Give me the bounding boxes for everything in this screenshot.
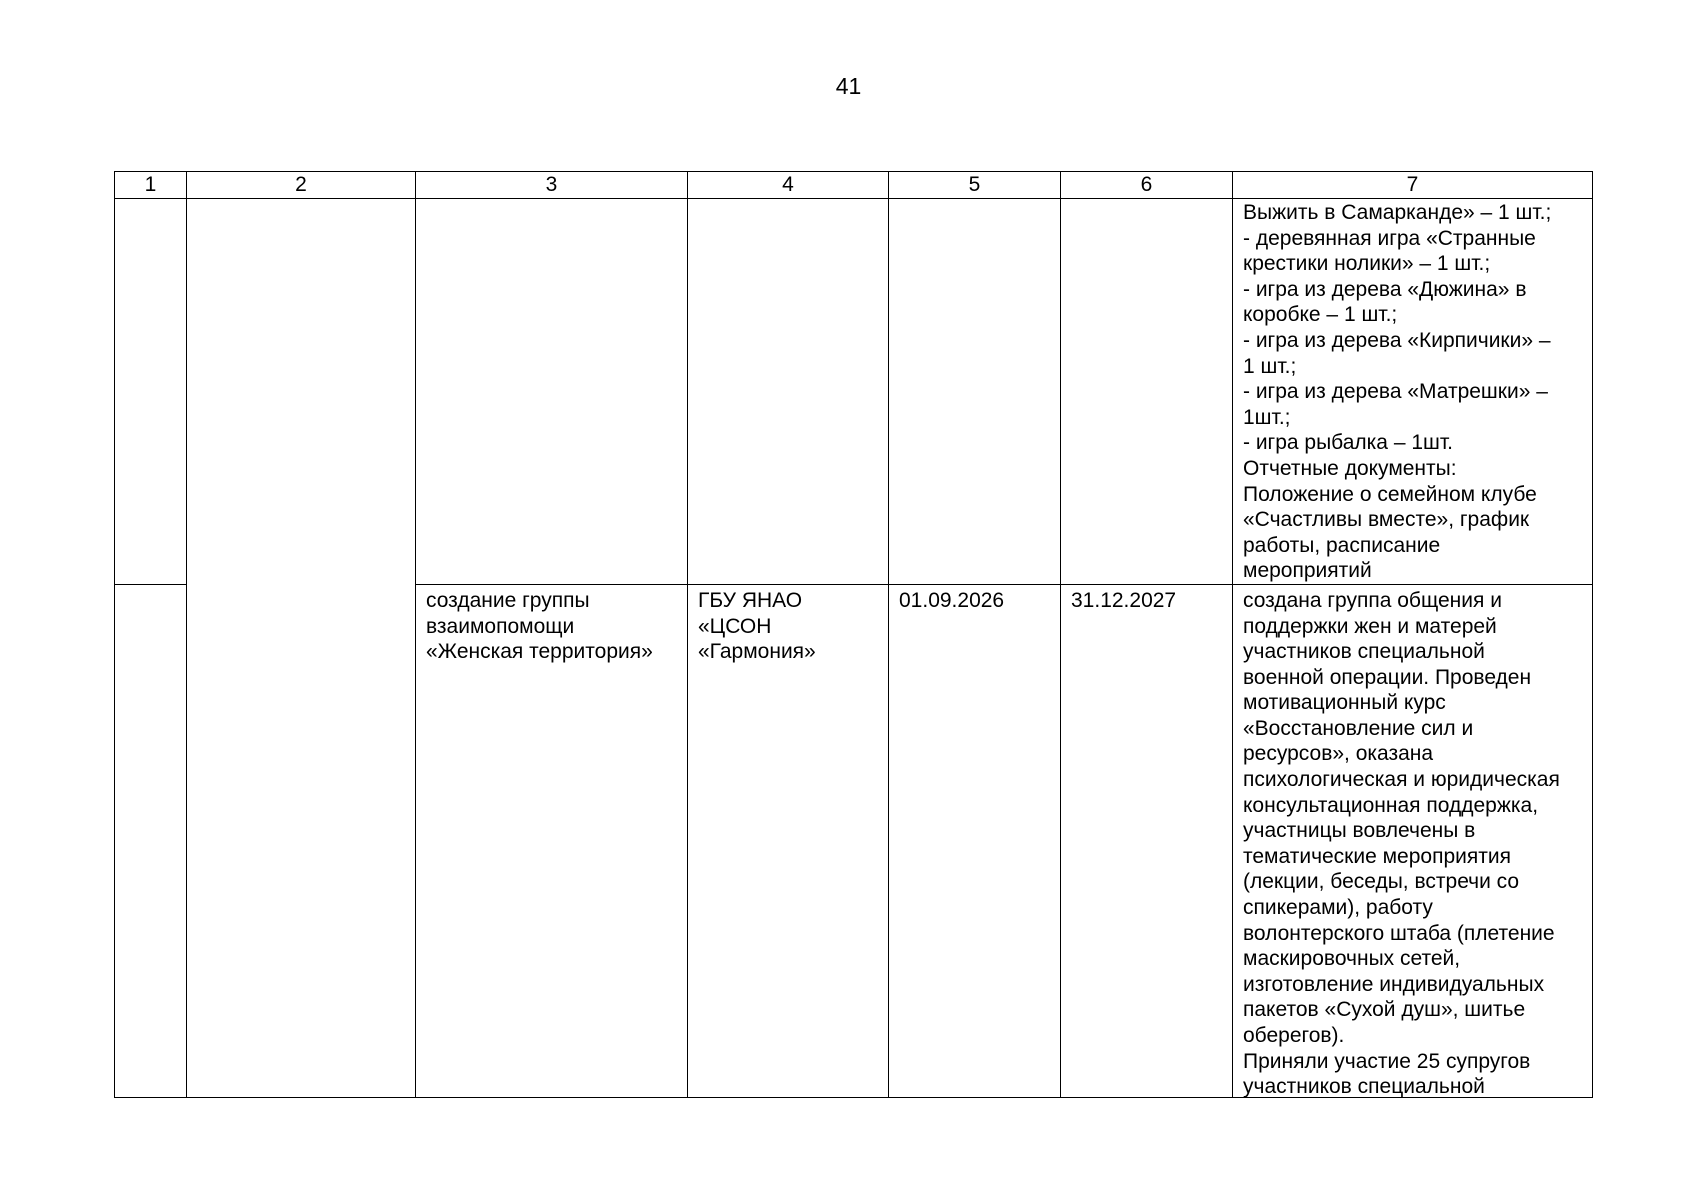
text-line: волонтерского штаба (плетение — [1243, 921, 1555, 945]
text-line: - игра рыбалка – 1шт. — [1243, 431, 1453, 455]
text-line: - игра из дерева «Дюжина» в — [1243, 277, 1527, 301]
text-line: крестики нолики» – 1 шт.; — [1243, 252, 1491, 276]
row1-col7-text — [1243, 199, 1582, 584]
row1-col6-cell — [1061, 199, 1233, 585]
text-line: 1шт.; — [1243, 405, 1291, 429]
text-line: Выжить в Самарканде» – 1 шт.; — [1243, 201, 1552, 224]
row1-col3-cell — [416, 199, 688, 585]
row2-col4-cell — [688, 584, 889, 1097]
text-line: консультационная поддержка, — [1243, 793, 1539, 817]
text-line: мероприятий — [1243, 559, 1372, 583]
text-line: работы, расписание — [1243, 533, 1441, 557]
text-line: маскировочных сетей, — [1243, 947, 1461, 971]
text-line: создание группы — [426, 588, 590, 612]
row1-col1-cell — [115, 199, 187, 585]
header-col-1: 1 — [115, 172, 187, 199]
row1-col5-cell — [889, 199, 1061, 585]
text-line: взаимопомощи — [426, 614, 575, 638]
row1-col7-cell — [1233, 199, 1593, 585]
text-line: «Восстановление сил и — [1243, 716, 1474, 740]
text-line: пакетов «Сухой душ», шитье — [1243, 998, 1526, 1022]
plan-table — [114, 171, 1593, 1098]
row1-col4-cell — [688, 199, 889, 585]
text-line: ГБУ ЯНАО — [698, 588, 803, 612]
responsible-organization — [698, 585, 878, 665]
text-line: психологическая и юридическая — [1243, 768, 1560, 792]
text-line: поддержки жен и матерей — [1243, 614, 1497, 638]
text-line: Приняли участие 25 супругов — [1243, 1049, 1531, 1073]
text-line: (лекции, беседы, встречи со — [1243, 870, 1520, 894]
header-col-3: 3 — [416, 172, 688, 199]
header-col-2: 2 — [187, 172, 416, 199]
text-line: - игра из дерева «Кирпичики» – — [1243, 328, 1551, 352]
start-date: 01.09.2026 — [899, 588, 1005, 612]
header-col-5: 5 — [889, 172, 1061, 199]
text-line: военной операции. Проведен — [1243, 665, 1532, 689]
page-number: 41 — [835, 73, 862, 99]
text-line: 1 шт.; — [1243, 354, 1297, 378]
table-row — [115, 199, 1593, 585]
text-line: участницы вовлечены в — [1243, 819, 1476, 843]
result-description — [1243, 585, 1582, 1097]
row2-col7-cell — [1233, 584, 1593, 1097]
header-col-6: 6 — [1061, 172, 1233, 199]
text-line: - игра из дерева «Матрешки» – — [1243, 380, 1548, 404]
activity-name — [426, 585, 677, 665]
text-line: «Счастливы вместе», график — [1243, 508, 1530, 532]
text-line: Положение о семейном клубе — [1243, 482, 1537, 506]
table-header-row — [115, 172, 1593, 199]
text-line: мотивационный курс — [1243, 691, 1446, 715]
header-col-4: 4 — [688, 172, 889, 199]
text-line: «Женская территория» — [426, 640, 653, 664]
text-line: тематические мероприятия — [1243, 844, 1511, 868]
row2-col1-cell — [115, 584, 187, 1097]
text-line: участников специальной — [1243, 640, 1485, 664]
text-line: создана группа общения и — [1243, 588, 1502, 612]
text-line: - деревянная игра «Странные — [1243, 226, 1536, 250]
text-line: Отчетные документы: — [1243, 456, 1457, 480]
row2-col6-cell — [1061, 584, 1233, 1097]
row2-col3-cell — [416, 584, 688, 1097]
text-line: участников специальной — [1243, 1075, 1485, 1097]
text-line: оберегов). — [1243, 1024, 1345, 1047]
text-line: «ЦСОН — [698, 614, 772, 638]
text-line: изготовление индивидуальных — [1243, 972, 1545, 996]
row2-col5-cell — [889, 584, 1061, 1097]
row1-col2-cell — [187, 199, 416, 1098]
end-date: 31.12.2027 — [1071, 588, 1177, 612]
text-line: «Гармония» — [698, 640, 816, 664]
header-col-7: 7 — [1233, 172, 1593, 199]
text-line: ресурсов», оказана — [1243, 742, 1434, 766]
text-line: коробке – 1 шт.; — [1243, 303, 1398, 327]
text-line: спикерами), работу — [1243, 896, 1433, 920]
